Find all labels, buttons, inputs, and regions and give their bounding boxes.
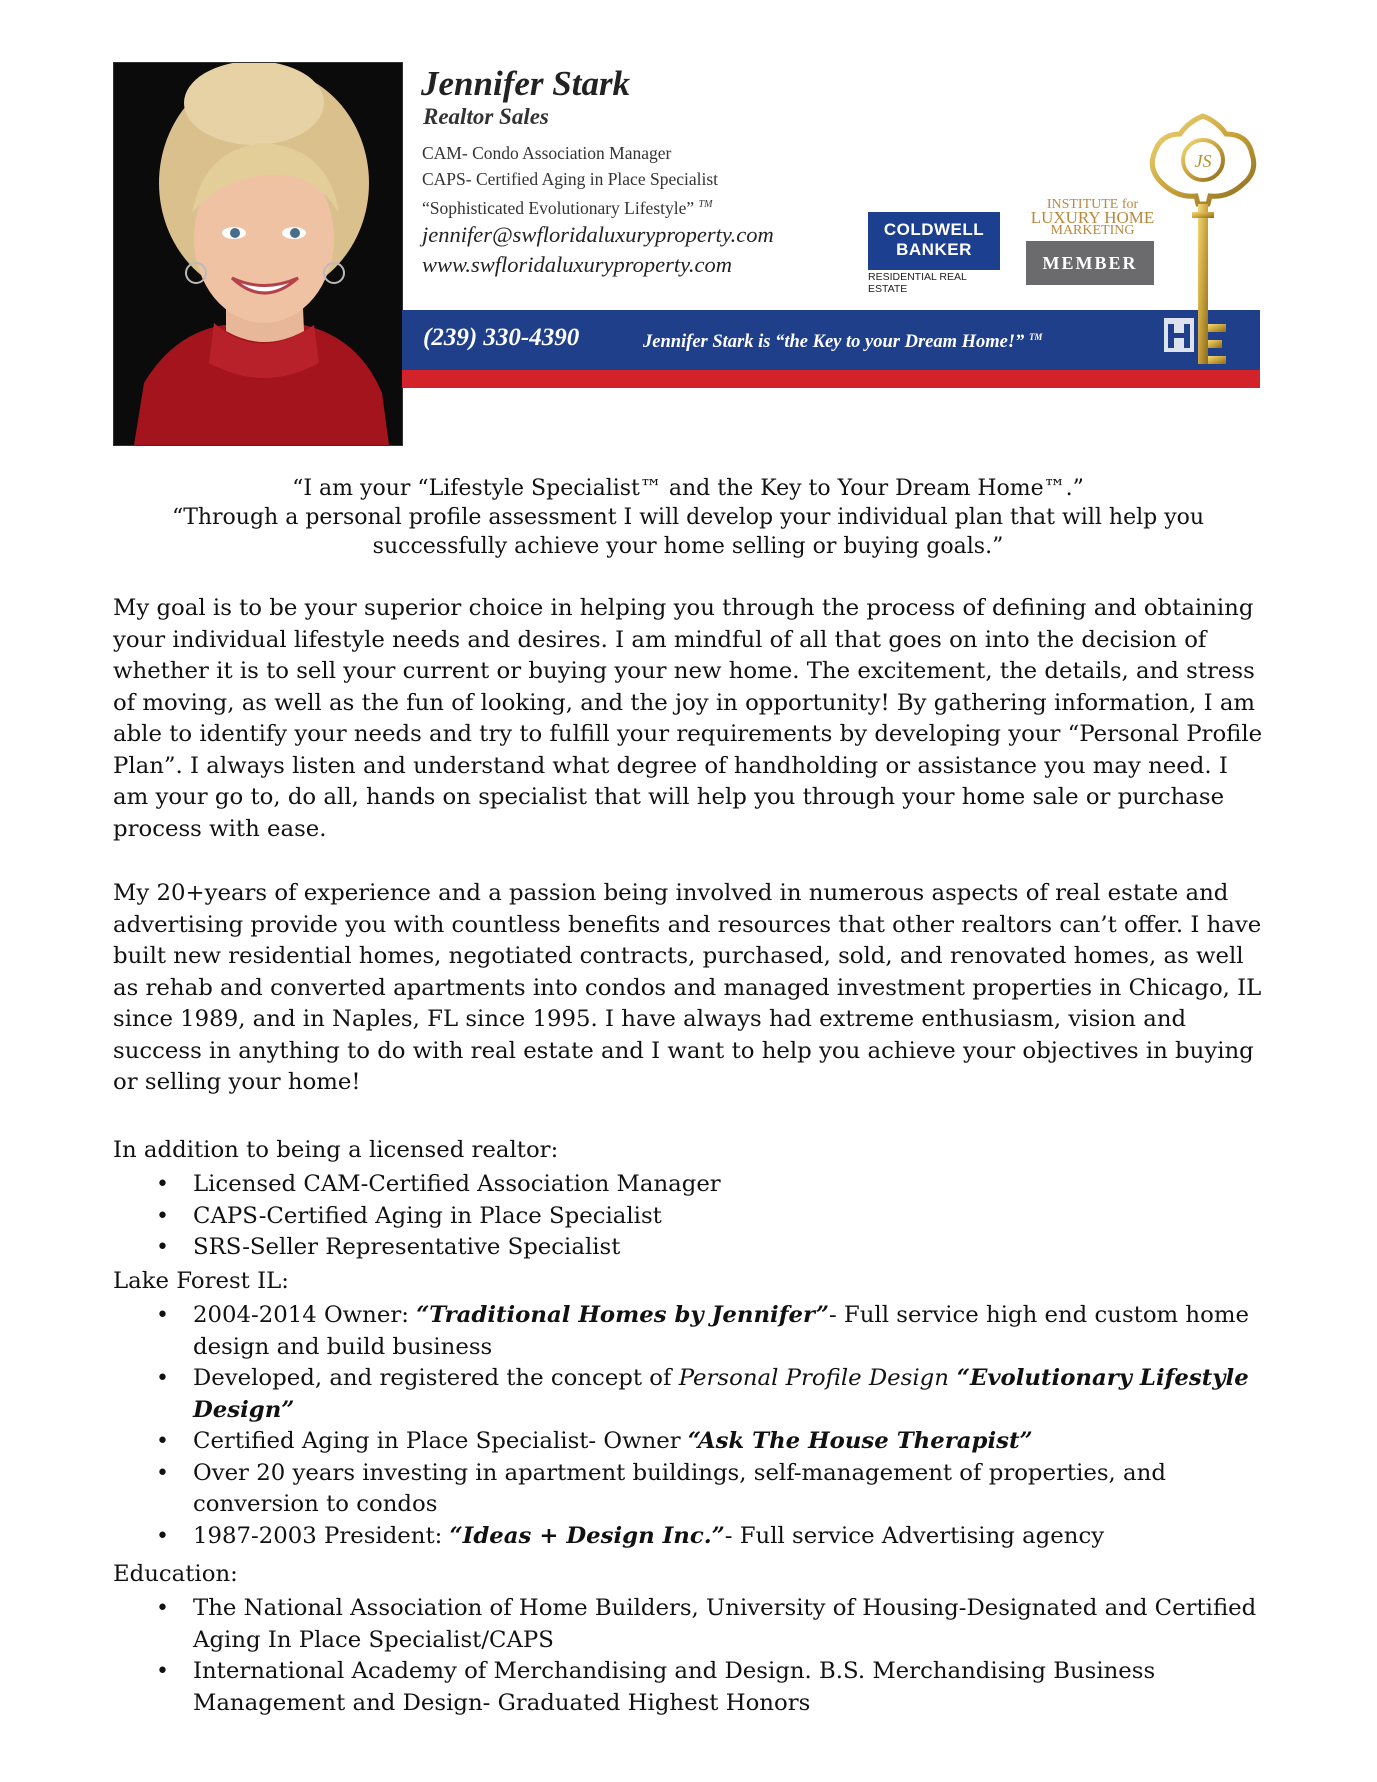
coldwell-banker-logo: COLDWELL BANKER	[868, 212, 1000, 270]
contact-block	[422, 220, 774, 280]
agent-title: Realtor Sales	[423, 104, 549, 129]
list-item: • 1987-2003 President: “Ideas + Design Inc.”- Full service Advertising agency	[113, 1521, 1263, 1553]
member-badge: MEMBER	[1026, 241, 1154, 285]
phone-number[interactable]: (239) 330-4390	[423, 324, 580, 351]
credential-cam: CAM- Condo Association Manager	[422, 143, 672, 163]
education-heading: Education:	[113, 1561, 238, 1587]
licensed-heading: In addition to being a licensed realtor:	[113, 1137, 559, 1163]
golden-key-icon	[1148, 112, 1258, 377]
agent-photo	[113, 62, 403, 446]
list-item: • Licensed CAM-Certified Association Manager	[113, 1169, 1263, 1201]
education-list	[113, 1593, 1263, 1719]
website-link[interactable]: www.swfloridaluxuryproperty.com	[422, 252, 733, 277]
accent-stripe	[402, 370, 1260, 388]
list-item: • Certified Aging in Place Specialist- Owner “Ask The House Therapist”	[113, 1426, 1263, 1458]
tagline: Jennifer Stark is “the Key to your Dream Home!” ™	[643, 332, 1043, 353]
list-item: • Over 20 years investing in apartment buildings, self-management of properties, and conversion to condos	[113, 1458, 1263, 1521]
coldwell-banker-subtitle: RESIDENTIAL REAL ESTATE	[868, 271, 967, 295]
quote-line-2: “Through a personal profile assessment I will develop your individual plan that will help you successfully achieve your home selling or buying goals.”	[171, 505, 1205, 559]
credential-caps: CAPS- Certified Aging in Place Specialist	[422, 169, 719, 189]
lake-forest-heading: Lake Forest IL:	[113, 1268, 289, 1294]
key-monogram: JS	[1194, 151, 1212, 171]
experience-paragraph: My 20+years of experience and a passion being involved in numerous aspects of real estate and advertising provide you with countless benefits and resources that other realtors can’t offer. I have built new residential homes, negotiated contracts, purchased, sold, and renovated homes, as well as rehab and converted apartments into condos and managed investment properties in Chicago, IL since 1989, and in Naples, FL since 1995. I have always had extreme enthusiasm, vision and success in anything to do with real estate and I want to help you achieve your objectives in buying or selling your home!	[113, 880, 1262, 1095]
list-item: • SRS-Seller Representative Specialist	[113, 1232, 1263, 1264]
list-item: • The National Association of Home Builders, University of Housing-Designated and Certified Aging In Place Specialist/CAPS	[113, 1593, 1263, 1656]
list-item: • Developed, and registered the concept of Personal Profile Design “Evolutionary Lifestyle Design”	[113, 1363, 1263, 1426]
lake-forest-list	[113, 1300, 1263, 1552]
list-item: • CAPS-Certified Aging in Place Specialist	[113, 1201, 1263, 1233]
intro-quote	[113, 474, 1263, 561]
agent-name: Jennifer Stark	[421, 64, 631, 103]
list-item: • International Academy of Merchandising and Design. B.S. Merchandising Business Management and Design- Graduated Highest Honors	[113, 1656, 1263, 1719]
goal-paragraph: My goal is to be your superior choice in helping you through the process of defining and obtaining your individual lifestyle needs and desires. I am mindful of all that goes on into the decision of whether it is to sell your current or buying your new home. The excitement, the details, and stress of moving, as well as the fun of looking, and the joy in opportunity! By gathering information, I am able to identify your needs and try to fulfill your requirements by developing your “Personal Profile Plan”. I always listen and understand what degree of handholding or assistance you may need. I am your go to, do all, hands on specialist that will help you through your home sale or purchase process with ease.	[113, 595, 1263, 842]
list-item: • 2004-2014 Owner: “Traditional Homes by Jennifer”- Full service high end custom home design and build business	[113, 1300, 1263, 1363]
credentials-list	[422, 140, 718, 221]
licensed-list	[113, 1169, 1263, 1264]
trademark-mark: TM	[698, 199, 713, 210]
email-link[interactable]: jennifer@swfloridaluxuryproperty.com	[422, 222, 774, 247]
credential-lifestyle: “Sophisticated Evolutionary Lifestyle” ™	[422, 197, 713, 218]
luxury-institute-logo: INSTITUTE for LUXURY HOME MARKETING	[1030, 197, 1155, 238]
quote-line-1: “I am your “Lifestyle Specialist™ and the Key to Your Dream Home™.”	[292, 476, 1084, 501]
